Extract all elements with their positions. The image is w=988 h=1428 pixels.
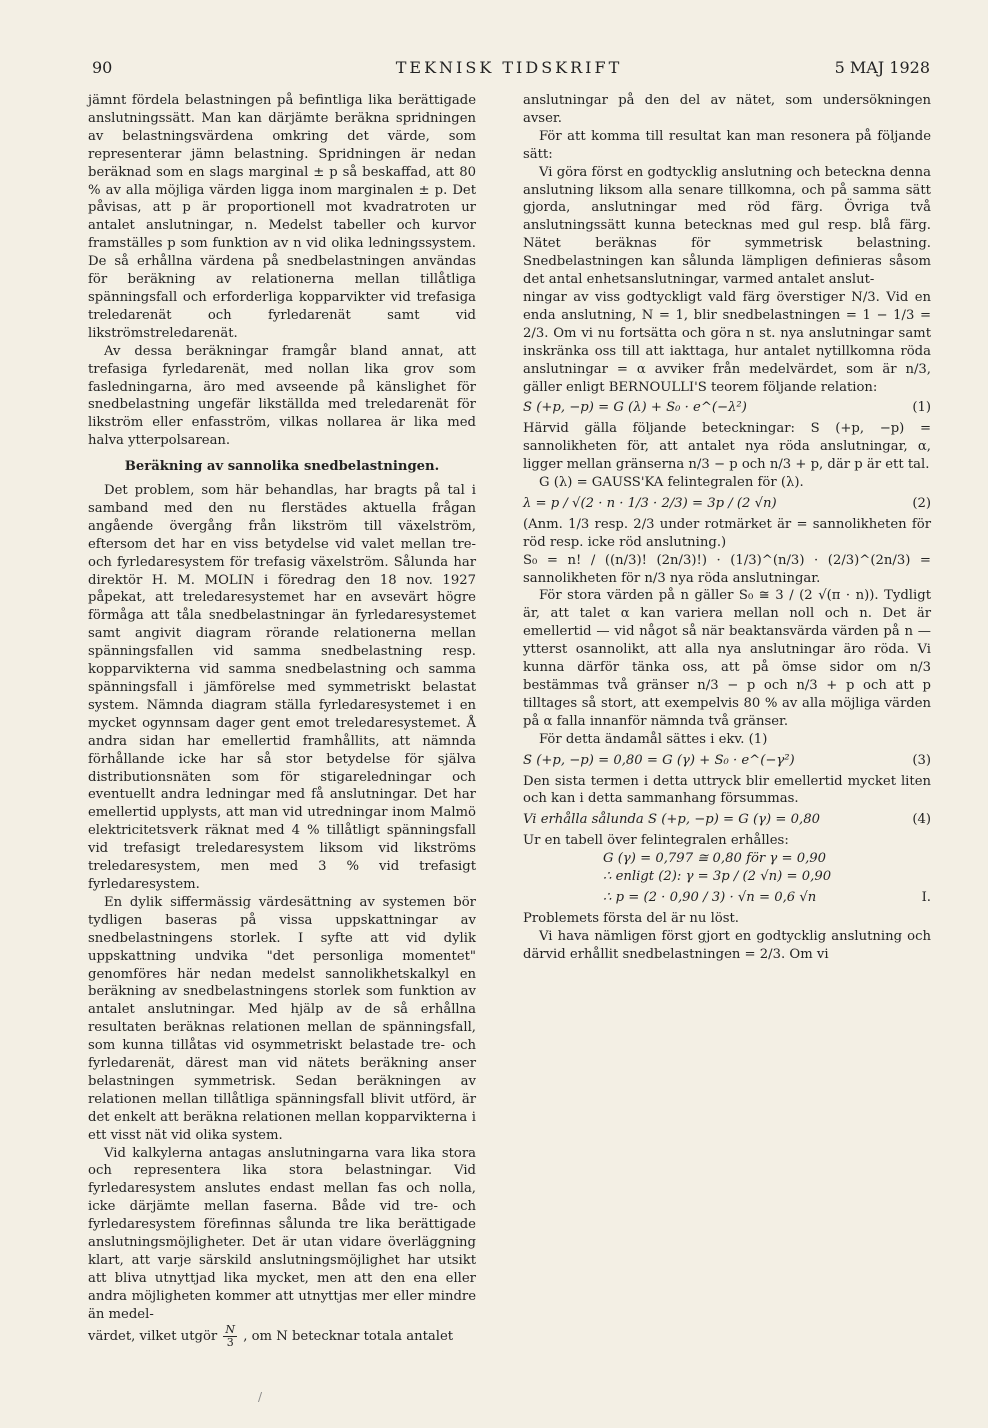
equation-4 <box>523 752 931 770</box>
paragraph: Härvid gälla följande beteckningar: S (+p, −p) = sannolikheten för, att antalet nya röda anslutningar, α, ligger mellan gränserna n/3 − p och n/3 + p, där p är ett tal. <box>523 421 931 473</box>
equation-1 <box>523 399 931 417</box>
paragraph: anslutningar på den del av nätet, som undersökningen avser. <box>523 93 931 126</box>
paragraph: För stora värden på n gäller S₀ ≅ 3 / (2 √(π · n)). Tydligt är, att talet α kan variera mellan noll och n. Det är emellertid — vid något så när beaktansvärda värden på n — ytterst osannolikt, att alla nya anslutningar äro röda. Vi kunna därför tänka oss, att på ömse sidor om n/3 bestämmas två gränser n/3 − p och n/3 + p och att p tilltages så stort, att exempelvis 80 % av alla möjliga värden på α falla innanför nämnda två gränser. <box>523 588 931 729</box>
page-number: 90 <box>92 58 113 77</box>
equation-5 <box>523 811 931 829</box>
equation-number: (2) <box>912 495 931 511</box>
paragraph: Av dessa beräkningar framgår bland annat, att trefasiga fyrledarenät, med nollan lika grov som fasledningarna, äro med avseende på känslighet för snedbelastning ungefär likställda med treledarenät för likström eller enfasström, vilkas nollarea är lika med halva ytterpolsarean. <box>88 343 476 449</box>
paragraph: För detta ändamål sättes i ekv. (1) <box>539 731 768 747</box>
paragraph: Problemets första del är nu löst. <box>523 910 740 926</box>
equation-body: S (+p, −p) = 0,80 = G (γ) + S₀ · e^(−γ²) <box>523 752 795 768</box>
equation-3: S₀ = n! / ((n/3)! (2n/3)!) · (1/3)^(n/3) · (2/3)^(2n/3) = sannolikheten för n/3 nya röda anslutningar. <box>523 552 931 586</box>
paragraph: Vi hava nämligen först gjort en godtycklig anslutning och därvid erhållit snedbelastningen = 2/3. Om vi <box>523 928 931 962</box>
equation-body: S (+p, −p) = G (λ) + S₀ · e^(−λ²) <box>523 400 747 416</box>
equation-number: (1) <box>912 400 931 416</box>
issue-date: 5 MAJ 1928 <box>834 58 930 77</box>
equation-number: (4) <box>912 812 931 828</box>
text-fragment: , om N betecknar totala antalet <box>243 1328 454 1344</box>
paragraph: Vi göra först en godtycklig anslutning och beteckna denna anslutning liksom alla senare tillkomna, och på samma sätt gjorda, anslutningar med röd färg. Övriga två anslutningssätt kunna betecknas med gul resp. blå färg. Nätet beräknas för symmetrisk belastning. Snedbelastningen kan sålunda lämpligen definieras såsom det antal enhetsanslutningar, varmed antalet anslut- <box>523 164 931 288</box>
paragraph: För att komma till resultat kan man resonera på följande sätt: <box>523 128 931 162</box>
equation-2 <box>523 495 931 513</box>
equation-7: ∴ enligt (2): γ = 3p / (2 √n) = 0,90 <box>603 869 832 885</box>
left-column <box>88 92 476 1349</box>
equation-number: (3) <box>912 752 931 768</box>
equation-8 <box>523 889 931 907</box>
paragraph: Ur en tabell över felintegralen erhålles: <box>523 833 789 849</box>
fraction-n-over-3: $\frac{N}{3}$ <box>225 1322 236 1349</box>
equation-6: G (γ) = 0,797 ≅ 0,80 för γ = 0,90 <box>603 851 827 867</box>
paragraph: Den sista termen i detta uttryck blir emellertid mycket liten och kan i detta sammanhang försummas. <box>523 773 931 807</box>
journal-title: TEKNISK TIDSKRIFT <box>395 58 623 77</box>
paragraph: G (λ) = GAUSS'KA felintegralen för (λ). <box>539 475 804 491</box>
right-column <box>523 92 931 964</box>
equation-body: λ = p / √(2 · n · 1/3 · 2/3) = 3p / (2 √n) <box>523 495 777 511</box>
paragraph-end <box>88 1324 476 1349</box>
equation-body: Vi erhålla sålunda S (+p, −p) = G (γ) = 0,80 <box>523 812 820 828</box>
text-fragment: värdet, vilket utgör <box>88 1328 218 1344</box>
paragraph: ningar av viss godtyckligt vald färg överstiger N/3. Vid en enda anslutning, N = 1, blir snedbelastningen = 1 − 1/3 = 2/3. Om vi nu fortsätta och göra n st. nya anslutningar samt inskränka oss till att iakttaga, hur antalet nytillkomna röda anslutningar = α avviker från medelvärdet, som är n/3, gäller enligt BERNOULLI'S teorem följande relation: <box>523 289 931 395</box>
paragraph: (Anm. 1/3 resp. 2/3 under rotmärket är = sannolikheten för röd resp. icke röd anslutning.) <box>523 516 931 550</box>
page-header <box>88 58 930 80</box>
paragraph: En dylik siffermässig värdesättning av systemen bör tydligen baseras på vissa uppskattningar av snedbelastningens storlek. I syfte att vid dylik uppskattning undvika "det personliga momentet" genomföres här nedan medelst sannolikhetskalkyl en beräkning av snedbelastningens storlek som funktion av antalet anslutningar. Med hjälp av de så erhållna resultaten beräknas relationen mellan de spänningsfall, som kunna tillåtas vid osymmetriskt belastade tre- och fyrledarenät, därest man vid nätets beräkning anser belastningen symmetrisk. Sedan beräkningen av relationen mellan tillåtliga spänningsfall blivit utförd, är det enkelt att beräkna relationen mellan kopparvikterna i ett visst nät vid olika system. <box>88 894 476 1143</box>
section-heading: Beräkning av sannolika snedbelastningen. <box>124 459 440 475</box>
paragraph: jämnt fördela belastningen på befintliga lika berättigade anslutningssätt. Man kan därjämte beräkna spridningen av belastningsvärdena omkring det värde, som representerar jämn belastning. Spridningen är nedan beräknad som en slags marginal ± p så beskaffad, att 80 % av alla möjliga värden ligga inom marginalen ± p. Det påvisas, att p är proportionell mot kvadratroten ur antalet anslutningar, n. Medelst tabeller och kurvor framställes p som funktion av n vid olika ledningssystem. De så erhållna värdena på snedbelastningen användas för beräkning av relationerna mellan tillåtliga spänningsfall och erforderliga kopparvikter vid trefasiga treledarenät och fyrledarenät samt vid likströmstreledarenät. <box>88 93 476 341</box>
equation-body: ∴ p = (2 · 0,90 / 3) · √n = 0,6 √n <box>603 889 817 905</box>
equation-number: I. <box>921 889 931 905</box>
paragraph: Det problem, som här behandlas, har bragts på tal i samband med den nu flerstädes aktuella frågan angående övergång från likström till växelström, eftersom det har en viss betydelse vid valet mellan tre- och fyrledaresystem för trefasig växelström. Sålunda har direktör H. M. MOLIN i föredrag den 18 nov. 1927 påpekat, att treledaresystemet har en avsevärt högre förmåga att tåla snedbelastningar än fyrledaresystemet samt angivit diagram rörande relationerna mellan spänningsfallen vid samma snedbelastning resp. kopparvikterna vid samma snedbelastning och samma spänningsfall i jämförelse med symmetriskt belastat system. Nämnda diagram ställa fyrledaresystemet i en mycket ogynnsam dager gent emot treledaresystemet. Å andra sidan har emellertid framhållits, att nämnda förhållande icke har så stor betydelse för själva distributionsnäten som för stigareledningar och eventuellt andra ledningar med få anslutningar. Det har emellertid upplysts, att man vid utredningar inom Malmö elektricitetsverk räknat med 4 % tillåtligt spänningsfall vid trefasigt treledaresystem liksom vid likströms treledaresystem, men med 3 % vid trefasigt fyrledaresystem. <box>88 483 476 892</box>
pencil-mark: / <box>258 1390 263 1404</box>
paragraph: Vid kalkylerna antagas anslutningarna vara lika stora och representera lika stora belastningar. Vid fyrledaresystem anslutes endast mellan fas och nolla, icke därjämte mellan faserna. Både vid tre- och fyrledaresystem förefinnas sålunda tre lika berättigade anslutningsmöjligheter. Det är utan vidare överläggning klart, att varje särskild anslutningsmöjlighet har utsikt att bliva utnyttjad lika mycket, men att den ena eller andra möjligheten kommer att utnyttjas mer eller mindre än medel- <box>88 1145 476 1322</box>
